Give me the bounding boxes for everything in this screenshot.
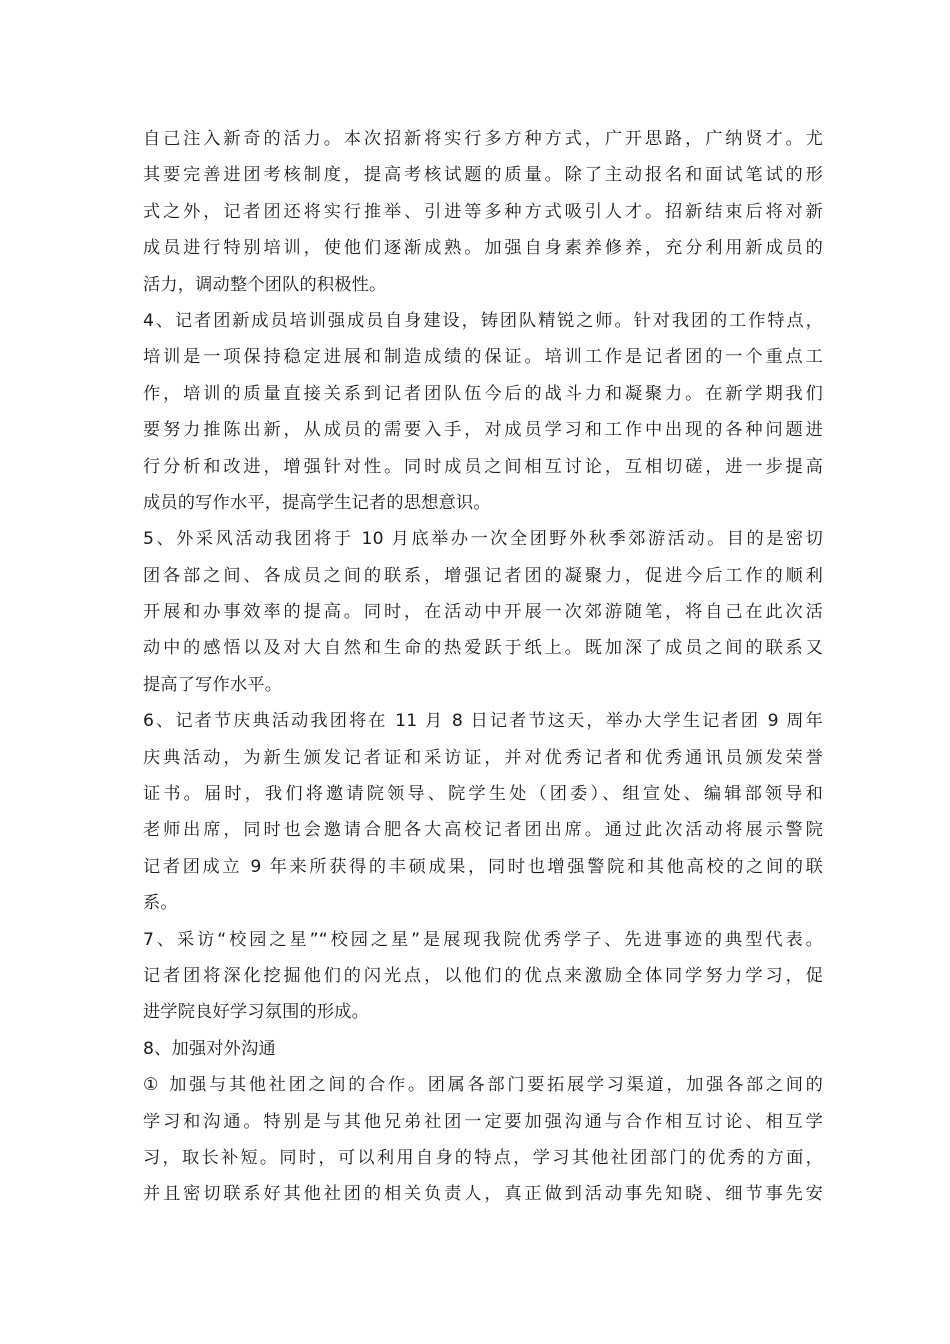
text-line: 动中的感悟以及对大自然和生命的热爱跃于纸上。既加深了成员之间的联系又	[143, 638, 823, 659]
text-line: 成员的写作水平，提高学生记者的思想意识。	[143, 492, 491, 513]
paragraph-item-7	[143, 922, 823, 1031]
text-line: 老师出席，同时也会邀请合肥各大高校记者团出席。通过此次活动将展示警院	[143, 820, 823, 841]
text-line: 庆典活动，为新生颁发记者证和采访证，并对优秀记者和优秀通讯员颁发荣誉	[143, 747, 823, 768]
text-line: 习，取长补短。同时，可以利用自身的特点，学习其他社团部门的优秀的方面，	[143, 1147, 823, 1168]
text-line: 5、外采风活动我团将于 10 月底举办一次全团野外秋季郊游活动。目的是密切	[143, 529, 823, 550]
text-line: 学习和沟通。特别是与其他兄弟社团一定要加强沟通与合作相互讨论、相互学	[143, 1111, 823, 1132]
text-line: ① 加强与其他社团之间的合作。团属各部门要拓展学习渠道，加强各部之间的	[143, 1075, 823, 1096]
paragraph-item-8	[143, 1031, 823, 1067]
text-line: 行分析和改进，增强针对性。同时成员之间相互讨论，互相切磋，进一步提高	[143, 456, 823, 477]
text-line: 7、采访“校园之星”“校园之星”是展现我院优秀学子、先进事迹的典型代表。	[143, 929, 823, 950]
text-line: 4、记者团新成员培训强成员自身建设，铸团队精锐之师。针对我团的工作特点，	[143, 310, 823, 331]
text-line: 6、记者节庆典活动我团将在 11 月 8 日记者节这天，举办大学生记者团 9 周年	[143, 711, 823, 732]
paragraph-item-6	[143, 703, 823, 921]
text-line: 记者团成立 9 年来所获得的丰硕成果，同时也增强警院和其他高校的之间的联	[143, 856, 823, 877]
text-line: 成员进行特别培训，使他们逐渐成熟。加强自身素养修养，充分利用新成员的	[143, 238, 823, 259]
text-line: 提高了写作水平。	[143, 674, 283, 695]
text-line: 记者团将深化挖掘他们的闪光点，以他们的优点来激励全体同学努力学习，促	[143, 965, 823, 986]
text-line: 系。	[143, 893, 178, 914]
text-line: 要努力推陈出新，从成员的需要入手，对成员学习和工作中出现的各种问题进	[143, 420, 823, 441]
text-line: 其要完善进团考核制度，提高考核试题的质量。除了主动报名和面试笔试的形	[143, 165, 823, 186]
text-line: 证书。届时，我们将邀请院领导、院学生处（团委）、组宣处、编辑部领导和	[143, 784, 823, 805]
text-line: 作，培训的质量直接关系到记者团队伍今后的战斗力和凝聚力。在新学期我们	[143, 383, 823, 404]
paragraph-recruit-cont	[143, 121, 823, 303]
paragraph-item-8-1	[143, 1067, 823, 1213]
paragraph-item-4	[143, 303, 823, 521]
text-line: 开展和办事效率的提高。同时，在活动中开展一次郊游随笔，将自己在此次活	[143, 602, 823, 623]
text-line: 并且密切联系好其他社团的相关负责人，真正做到活动事先知晓、细节事先安	[143, 1184, 823, 1205]
text-line: 活力，调动整个团队的积极性。	[143, 274, 387, 295]
text-line: 自己注入新奇的活力。本次招新将实行多方种方式，广开思路，广纳贤才。尤	[143, 129, 823, 149]
text-line: 8、加强对外沟通	[143, 1038, 276, 1059]
text-line: 团各部之间、各成员之间的联系，增强记者团的凝聚力，促进今后工作的顺利	[143, 565, 823, 586]
text-line: 培训是一项保持稳定进展和制造成绩的保证。培训工作是记者团的一个重点工	[143, 347, 823, 368]
document-body	[143, 121, 823, 1213]
paragraph-item-5	[143, 521, 823, 703]
text-line: 式之外，记者团还将实行推举、引进等多种方式吸引人才。招新结束后将对新	[143, 201, 823, 222]
text-line: 进学院良好学习氛围的形成。	[143, 1002, 370, 1023]
